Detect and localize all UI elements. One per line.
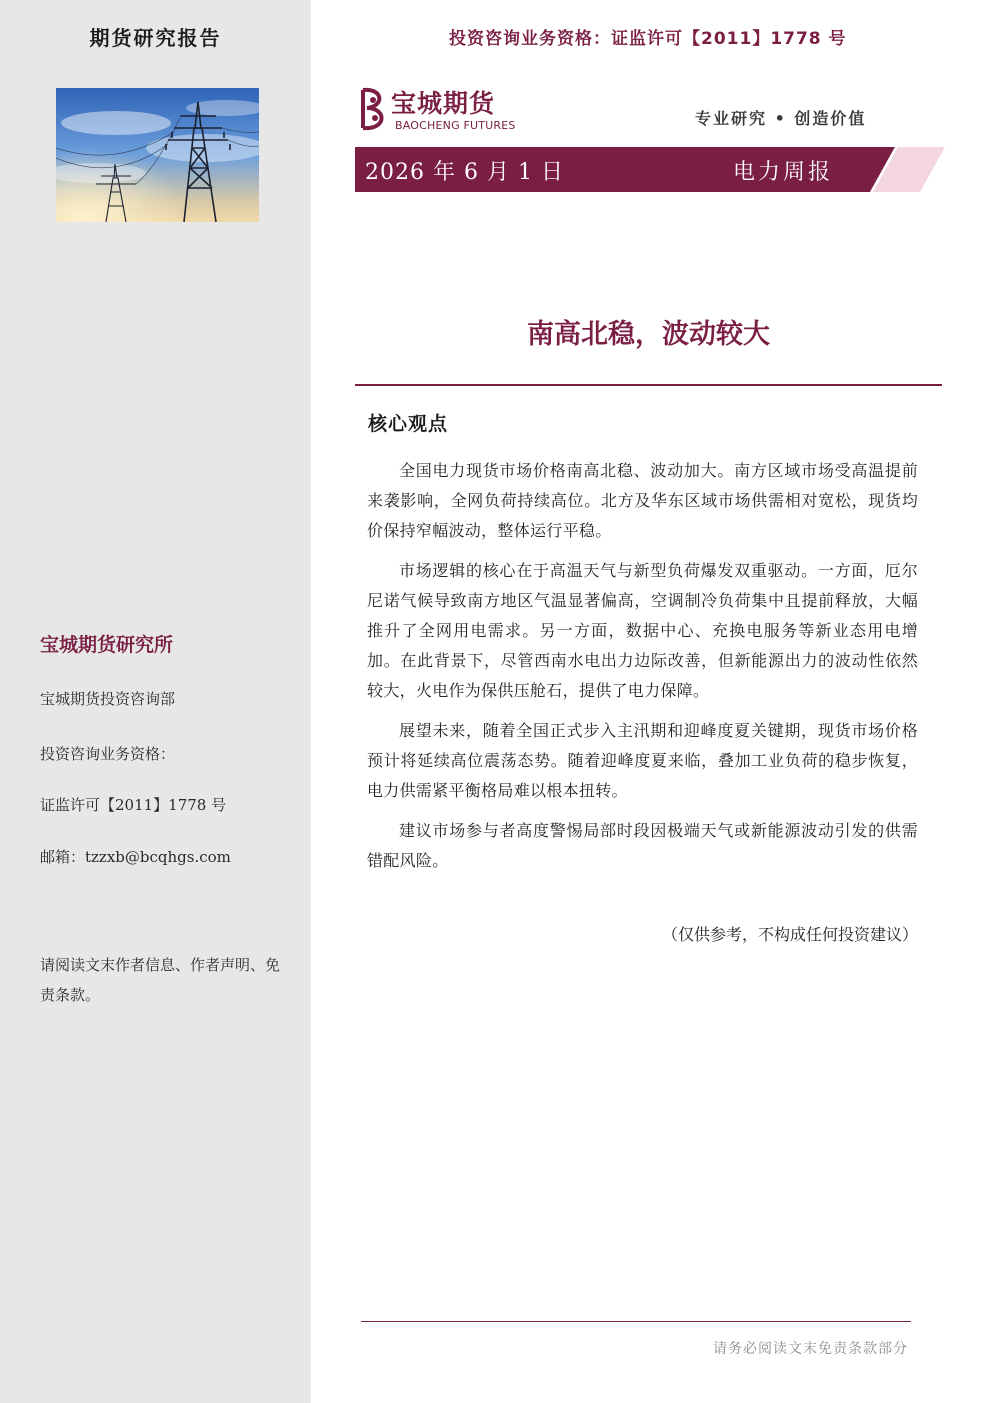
report-name: 电力周报 — [733, 160, 834, 185]
reading-notice: 请阅读文末作者信息、作者声明、免责条款。 — [40, 956, 281, 1004]
company-logo — [355, 86, 535, 136]
department-label: 宝城期货投资咨询部 — [40, 690, 176, 708]
footer-divider — [361, 1321, 911, 1322]
banner-stripe-decoration — [850, 147, 945, 192]
footer-notice: 请务必阅读文末免责条款部分 — [713, 1341, 908, 1357]
qualification-label: 投资咨询业务资格： — [40, 745, 176, 763]
article-headline: 南高北稳，波动较大 — [527, 319, 770, 350]
license-number: 证监许可【2011】1778 号 — [40, 796, 227, 814]
power-tower-photo — [56, 88, 259, 222]
paragraph-3: 展望未来，随着全国正式步入主汛期和迎峰度夏关键期，现货市场价格预计将延续高位震荡态势。随着迎峰度夏来临，叠加工业负荷的稳步恢复，电力供需紧平衡格局难以根本扭转。 — [367, 721, 918, 800]
paragraph-1: 全国电力现货市场价格南高北稳、波动加大。南方区域市场受高温提前来袭影响，全网负荷持续高位。北方及华东区域市场供需相对宽松，现货均价保持窄幅波动，整体运行平稳。 — [367, 461, 918, 540]
section-title: 核心观点 — [368, 413, 449, 435]
header-license-line: 投资咨询业务资格：证监许可【2011】1778 号 — [449, 29, 847, 49]
company-slogan: 专业研究 • 创造价值 — [695, 109, 867, 128]
report-type-label: 期货研究报告 — [89, 26, 222, 50]
report-banner — [355, 147, 895, 192]
paragraph-4: 建议市场参与者高度警惕局部时段因极端天气或新能源波动引发的供需错配风险。 — [367, 821, 918, 870]
contact-email[interactable]: 邮箱：tzzxb@bcqhgs.com — [40, 848, 231, 866]
paragraph-2: 市场逻辑的核心在于高温天气与新型负荷爆发双重驱动。一方面，厄尔尼诺气候导致南方地区气温显著偏高，空调制冷负荷集中且提前释放，大幅推升了全网用电需求。另一方面，数据中心、充换电服务等新业态用电增加。在此背景下，尽管西南水电出力边际改善，但新能源出力的波动性依然较大，火电作为保供压舱石，提供了电力保障。 — [367, 561, 918, 700]
headline-divider — [355, 384, 942, 386]
research-institute-name: 宝城期货研究所 — [40, 634, 174, 656]
sidebar — [0, 0, 311, 1403]
logo-emblem-icon — [355, 86, 389, 132]
article-body — [367, 456, 918, 886]
logo-english-name: BAOCHENG FUTURES — [395, 119, 516, 132]
report-date: 2026 年 6 月 1 日 — [365, 160, 564, 185]
logo-chinese-name: 宝城期货 — [391, 89, 496, 118]
article-disclaimer: （仅供参考，不构成任何投资建议） — [661, 925, 918, 944]
